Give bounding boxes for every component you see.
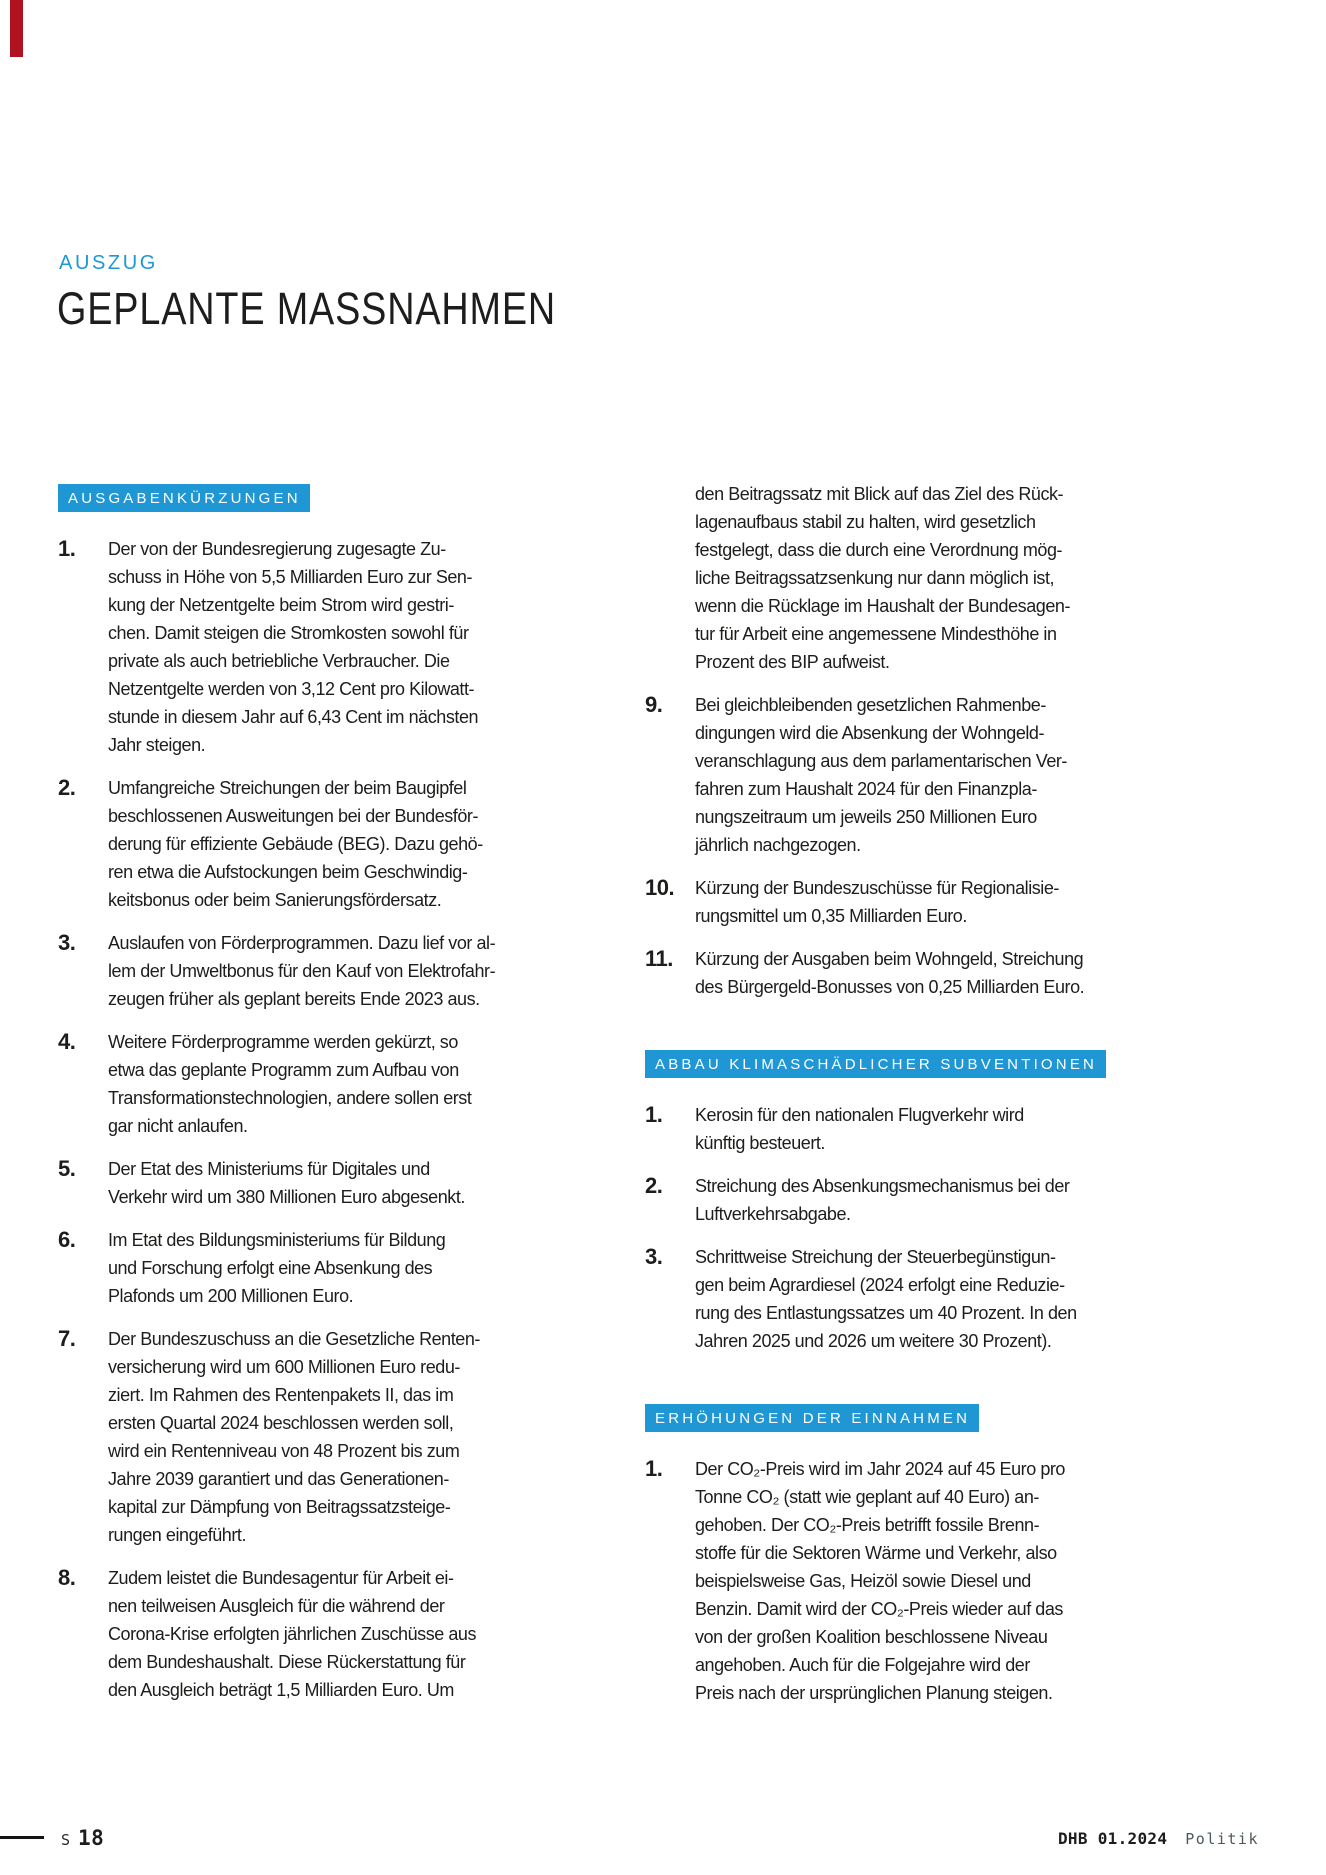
text-line: tur für Arbeit eine angemessene Mindesthöhe in — [695, 624, 1057, 644]
item-number: 4. — [58, 1029, 76, 1054]
list-item — [58, 1564, 528, 1704]
text-line: wenn die Rücklage im Haushalt der Bundesagen- — [695, 596, 1070, 616]
text-line: private als auch betriebliche Verbraucher. Die — [108, 651, 450, 671]
item-text — [695, 874, 1225, 930]
text-line: kung der Netzentgelte beim Strom wird gestri- — [108, 595, 454, 615]
text-line: Transformationstechnologien, andere sollen erst — [108, 1088, 472, 1108]
text-line: Weitere Förderprogramme werden gekürzt, so — [108, 1032, 458, 1052]
list-item — [645, 945, 1225, 1001]
text-line: schuss in Höhe von 5,5 Milliarden Euro zur Sen- — [108, 567, 473, 587]
text-line: lem der Umweltbonus für den Kauf von Elektrofahr- — [108, 961, 496, 981]
text-line: etwa das geplante Programm zum Aufbau von — [108, 1060, 459, 1080]
item-text — [695, 480, 1225, 676]
text-line: von der großen Koalition beschlossene Niveau — [695, 1627, 1048, 1647]
text-line: rung des Entlastungssatzes um 40 Prozent. In den — [695, 1303, 1077, 1323]
page-title: GEPLANTE MASSNAHMEN — [57, 283, 557, 334]
item-number: 5. — [58, 1156, 76, 1181]
item-text — [108, 929, 528, 1013]
item-number: 11. — [645, 946, 673, 971]
item-text — [108, 535, 528, 759]
text-line: versicherung wird um 600 Millionen Euro redu- — [108, 1357, 460, 1377]
text-line: derung für effiziente Gebäude (BEG). Dazu gehö- — [108, 834, 483, 854]
section-header-wrap — [58, 484, 528, 512]
list-item — [58, 1028, 528, 1140]
text-line: Der Etat des Ministeriums für Digitales und — [108, 1159, 430, 1179]
text-line: gehoben. Der CO₂-Preis betrifft fossile Brenn- — [695, 1515, 1040, 1535]
item-text — [108, 1226, 528, 1310]
item-text — [695, 1243, 1225, 1355]
text-line: künftig besteuert. — [695, 1133, 825, 1153]
list-item — [58, 535, 528, 759]
list-item — [58, 774, 528, 914]
text-line: stoffe für die Sektoren Wärme und Verkehr, also — [695, 1543, 1057, 1563]
list-item — [58, 1226, 528, 1310]
text-line: Prozent des BIP aufweist. — [695, 652, 890, 672]
item-text — [695, 1455, 1225, 1707]
footer-issue-indicator — [1058, 1829, 1259, 1848]
text-line: liche Beitragssatzsenkung nur dann möglich ist, — [695, 568, 1055, 588]
item-text — [108, 1155, 528, 1211]
section-header: ABBAU KLIMASCHÄDLICHER SUBVENTIONEN — [645, 1050, 1106, 1078]
item-text — [695, 1101, 1225, 1157]
text-line: gen beim Agrardiesel (2024 erfolgt eine Reduzie- — [695, 1275, 1065, 1295]
text-line: zeugen früher als geplant bereits Ende 2023 aus. — [108, 989, 480, 1009]
item-text — [108, 1028, 528, 1140]
item-text — [695, 691, 1225, 859]
text-line: kapital zur Dämpfung von Beitragssatzsteige- — [108, 1497, 451, 1517]
text-line: ren etwa die Aufstockungen beim Geschwindig- — [108, 862, 468, 882]
text-line: Der von der Bundesregierung zugesagte Zu- — [108, 539, 446, 559]
text-line: fahren zum Haushalt 2024 für den Finanzpla- — [695, 779, 1037, 799]
list-item — [58, 929, 528, 1013]
item-text — [695, 1172, 1225, 1228]
footer-rule — [0, 1836, 44, 1839]
text-line: Corona-Krise erfolgten jährlichen Zuschüsse aus — [108, 1624, 477, 1644]
text-line: Umfangreiche Streichungen der beim Baugipfel — [108, 778, 467, 798]
text-line: nen teilweisen Ausgleich für die während der — [108, 1596, 445, 1616]
item-number: 7. — [58, 1326, 76, 1351]
eyebrow-label: AUSZUG — [59, 252, 158, 274]
text-line: des Bürgergeld-Bonusses von 0,25 Milliarden Euro. — [695, 977, 1085, 997]
text-line: Benzin. Damit wird der CO₂-Preis wieder auf das — [695, 1599, 1063, 1619]
page-prefix: S — [61, 1831, 71, 1849]
column-right — [645, 480, 1225, 1722]
text-line: dingungen wird die Absenkung der Wohngeld- — [695, 723, 1045, 743]
text-line: Zudem leistet die Bundesagentur für Arbeit ei- — [108, 1568, 454, 1588]
text-line: stunde in diesem Jahr auf 6,43 Cent im nächsten — [108, 707, 479, 727]
item-number: 10. — [645, 875, 675, 900]
text-line: Kürzung der Bundeszuschüsse für Regionalisie- — [695, 878, 1059, 898]
issue-label: DHB 01.2024 — [1058, 1829, 1168, 1848]
text-line: Luftverkehrsabgabe. — [695, 1204, 851, 1224]
text-line: Der CO₂-Preis wird im Jahr 2024 auf 45 Euro pro — [695, 1459, 1065, 1479]
item-number: 1. — [645, 1456, 663, 1481]
text-line: keitsbonus oder beim Sanierungsfördersatz. — [108, 890, 442, 910]
continuation-paragraph — [695, 480, 1225, 676]
rubric-label: Politik — [1185, 1830, 1259, 1848]
item-number: 8. — [58, 1565, 76, 1590]
footer-page-indicator — [61, 1826, 104, 1850]
text-line: Schrittweise Streichung der Steuerbegünstigun- — [695, 1247, 1056, 1267]
text-line: jährlich nachgezogen. — [695, 835, 861, 855]
text-line: gar nicht anlaufen. — [108, 1116, 248, 1136]
text-line: beschlossenen Ausweitungen bei der Bundesför- — [108, 806, 479, 826]
text-line: Im Etat des Bildungsministeriums für Bildung — [108, 1230, 446, 1250]
text-line: Streichung des Absenkungsmechanismus bei der — [695, 1176, 1070, 1196]
item-text — [108, 1325, 528, 1549]
text-line: rungsmittel um 0,35 Milliarden Euro. — [695, 906, 967, 926]
text-line: den Beitragssatz mit Blick auf das Ziel des Rück- — [695, 484, 1064, 504]
text-line: Der Bundeszuschuss an die Gesetzliche Renten- — [108, 1329, 480, 1349]
item-number: 2. — [645, 1173, 663, 1198]
list-item — [645, 1101, 1225, 1157]
item-number: 1. — [58, 536, 76, 561]
section-header: AUSGABENKÜRZUNGEN — [58, 484, 310, 512]
text-line: beispielsweise Gas, Heizöl sowie Diesel und — [695, 1571, 1031, 1591]
list-item — [58, 1325, 528, 1549]
list-item — [58, 1155, 528, 1211]
text-line: rungen eingeführt. — [108, 1525, 247, 1545]
text-line: Tonne CO₂ (statt wie geplant auf 40 Euro) an- — [695, 1487, 1039, 1507]
text-line: ersten Quartal 2024 beschlossen werden soll, — [108, 1413, 454, 1433]
section-header-wrap — [645, 1404, 1225, 1432]
text-line: Kerosin für den nationalen Flugverkehr wird — [695, 1105, 1024, 1125]
text-line: nungszeitraum um jeweils 250 Millionen Euro — [695, 807, 1037, 827]
text-line: Jahre 2039 garantiert und das Generationen- — [108, 1469, 449, 1489]
list-item — [645, 1172, 1225, 1228]
item-number: 3. — [58, 930, 76, 955]
item-number: 3. — [645, 1244, 663, 1269]
item-text — [108, 1564, 528, 1704]
list-item — [645, 1243, 1225, 1355]
text-line: festgelegt, dass die durch eine Verordnung mög- — [695, 540, 1063, 560]
item-number: 1. — [645, 1102, 663, 1127]
text-line: veranschlagung aus dem parlamentarischen Ver- — [695, 751, 1067, 771]
item-text — [695, 945, 1225, 1001]
item-number: 6. — [58, 1227, 76, 1252]
text-line: Plafonds um 200 Millionen Euro. — [108, 1286, 354, 1306]
text-line: und Forschung erfolgt eine Absenkung des — [108, 1258, 433, 1278]
text-line: dem Bundeshaushalt. Diese Rückerstattung für — [108, 1652, 466, 1672]
list-item — [645, 874, 1225, 930]
text-line: chen. Damit steigen die Stromkosten sowohl für — [108, 623, 469, 643]
page-number: 18 — [78, 1826, 105, 1850]
page-corner-marker — [10, 0, 23, 57]
text-line: Bei gleichbleibenden gesetzlichen Rahmenbe- — [695, 695, 1046, 715]
text-line: lagenaufbaus stabil zu halten, wird gesetzlich — [695, 512, 1036, 532]
text-line: Netzentgelte werden von 3,12 Cent pro Kilowatt- — [108, 679, 475, 699]
text-line: angehoben. Auch für die Folgejahre wird der — [695, 1655, 1030, 1675]
text-line: Verkehr wird um 380 Millionen Euro abgesenkt. — [108, 1187, 465, 1207]
list-item — [645, 691, 1225, 859]
item-number: 2. — [58, 775, 76, 800]
column-left — [58, 484, 528, 1719]
text-line: Kürzung der Ausgaben beim Wohngeld, Streichung — [695, 949, 1084, 969]
item-number: 9. — [645, 692, 663, 717]
item-text — [108, 774, 528, 914]
text-line: Jahr steigen. — [108, 735, 206, 755]
text-line: den Ausgleich beträgt 1,5 Milliarden Euro. Um — [108, 1680, 454, 1700]
text-line: Preis nach der ursprünglichen Planung steigen. — [695, 1683, 1053, 1703]
section-header: ERHÖHUNGEN DER EINNAHMEN — [645, 1404, 979, 1432]
text-line: wird ein Rentenniveau von 48 Prozent bis zum — [108, 1441, 460, 1461]
list-item — [645, 1455, 1225, 1707]
text-line: ziert. Im Rahmen des Rentenpakets II, das im — [108, 1385, 454, 1405]
section-header-wrap — [645, 1050, 1225, 1078]
text-line: Auslaufen von Förderprogrammen. Dazu lief vor al- — [108, 933, 496, 953]
text-line: Jahren 2025 und 2026 um weitere 30 Prozent). — [695, 1331, 1052, 1351]
